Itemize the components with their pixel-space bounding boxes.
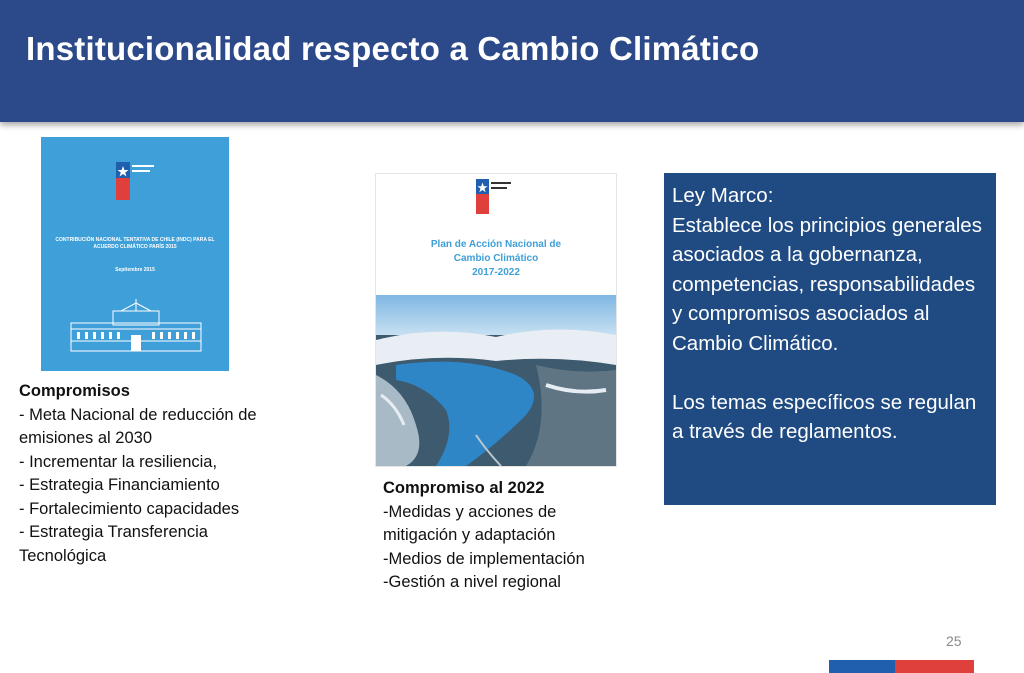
slide-title: Institucionalidad respecto a Cambio Climático [26,30,760,67]
compromiso-2022-title: Compromiso al 2022 [383,479,545,497]
ley-marco-heading: Ley Marco: [672,184,774,207]
la-moneda-building-icon [69,297,203,353]
ley-marco-paragraph: Los temas específicos se regulan a través de reglamentos. [672,390,977,443]
compromisos-item: - Estrategia Transferencia Tecnológica [19,523,208,565]
compromiso-2022-text [383,477,603,595]
compromisos-item: - Meta Nacional de reducción de emisiones al 2030 [19,405,257,447]
compromiso-2022-item: -Medios de implementación [383,549,585,568]
patagonia-landscape-photo [376,295,616,466]
paragraph-spacer [672,358,986,388]
compromisos-text [19,380,279,568]
plan-accion-cover-image [375,173,617,467]
ley-marco-paragraph: Establece los principios generales asociados a la gobernanza, competencias, responsabilidades y compromisos asociados al Cambio Climático. [672,213,982,355]
ndc-cover-title: CONTRIBUCIÓN NACIONAL TENTATIVA DE CHILE (INDC) PARA EL ACUERDO CLIMÁTICO PARÍS 2015 [55,237,215,250]
page-number: 25 [946,633,962,649]
plan-accion-cover-title: Plan de Acción Nacional de Cambio Climático 2017-2022 [430,239,562,278]
flag-bar-red [895,660,974,673]
flag-bar-blue [829,660,895,673]
compromisos-item: - Fortalecimiento capacidades [19,499,240,518]
ley-marco-box [664,173,996,505]
compromisos-item: - Estrategia Financiamiento [19,476,220,494]
ndc-cover-date: Septiembre 2015 [115,267,155,273]
compromisos-item: - Incrementar la resiliencia, [19,452,218,471]
compromiso-2022-item: -Gestión a nivel regional [383,573,561,591]
gobierno-de-chile-logo [476,179,513,214]
ndc-cover-image [41,137,229,371]
gobierno-de-chile-logo [116,162,156,200]
compromiso-2022-item: -Medidas y acciones de mitigación y adaptación [383,502,557,544]
slide-header [0,0,1024,122]
compromisos-title: Compromisos [19,382,130,400]
